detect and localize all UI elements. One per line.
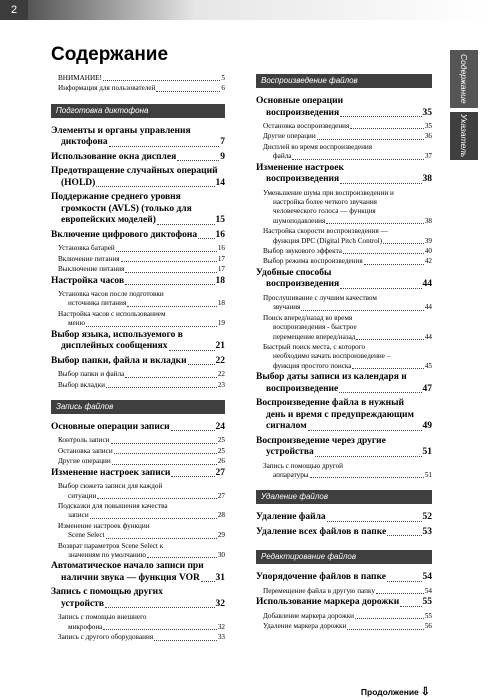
toc-subentry[interactable] [51, 447, 225, 456]
toc-entry[interactable] [256, 398, 432, 433]
toc-entry-label: воспроизведения [266, 174, 340, 185]
toc-entry-label: Выключение питания [58, 265, 125, 274]
toc-entry[interactable] [51, 192, 225, 227]
toc-entry[interactable] [51, 468, 225, 480]
toc-entry-label: сигналом [266, 421, 307, 432]
toc-entry-label: значениям по умолчанию [68, 551, 146, 560]
section-header: Воспроизведение файлов [256, 74, 432, 88]
toc-subentry[interactable] [51, 436, 225, 445]
toc-entry-label: перемещение вперед/назад [273, 332, 356, 341]
tab-index[interactable]: Указатель [450, 112, 478, 160]
toc-subentry[interactable] [51, 84, 225, 93]
toc-page-number: 44 [424, 303, 432, 312]
toc-page-number: 22 [215, 355, 225, 366]
toc-entry[interactable] [51, 230, 225, 242]
dot-leader [376, 593, 424, 594]
toc-page-number: 17 [217, 254, 225, 263]
dot-leader [112, 464, 217, 465]
dot-leader [171, 476, 214, 477]
toc-entry-label: Выбор сюжета записи для каждой [58, 482, 163, 491]
toc-entry-label: Поддержание среднего уровня [51, 192, 181, 203]
toc-entry-label: Настройка скорости воспроизведения — [263, 227, 388, 236]
dot-leader [340, 183, 421, 184]
toc-entry-label: Выбор папки, файла и вкладки [51, 355, 187, 366]
dot-leader [340, 116, 421, 117]
dot-leader [356, 339, 423, 340]
page-title: Содержание [51, 44, 169, 65]
toc-page-number: 38 [424, 216, 432, 225]
toc-subentry[interactable] [51, 310, 225, 329]
toc-page-number: 32 [215, 598, 225, 609]
toc-entry-label: Установка часов после подготовки [58, 290, 164, 299]
section-header: Запись файлов [51, 400, 225, 414]
toc-page-number: 35 [422, 107, 432, 118]
toc-entry[interactable] [256, 268, 432, 291]
toc-page-number: 40 [424, 247, 432, 256]
toc-subentry[interactable] [51, 613, 225, 632]
dot-leader [326, 223, 423, 224]
section-header: Редактирование файлов [256, 550, 432, 564]
toc-page-number: 38 [422, 174, 432, 185]
toc-entry-label: Удаление маркера дорожки [263, 622, 347, 631]
toc-entry-label: Воспроизведение файла в нужный [256, 398, 404, 409]
toc-entry-label: Основные операции записи [51, 421, 170, 432]
toc-page-number: 29 [217, 531, 225, 540]
dot-leader [169, 350, 215, 351]
page-number: 2 [0, 0, 28, 20]
toc-entry[interactable] [256, 527, 432, 539]
toc-page-number: 54 [422, 572, 432, 583]
dot-leader [86, 326, 217, 327]
dot-leader [327, 521, 422, 522]
toc-page-number: 53 [422, 526, 432, 537]
toc-subentry[interactable] [51, 74, 225, 83]
toc-subentry[interactable] [51, 457, 225, 466]
toc-entry[interactable] [51, 166, 225, 189]
toc-entry-label: записи [68, 511, 89, 520]
toc-page-number: 16 [215, 229, 225, 240]
toc-page-number: 25 [217, 446, 225, 455]
toc-page-number: 6 [221, 84, 225, 93]
dot-leader [340, 288, 421, 289]
dot-leader [125, 272, 216, 273]
toc-entry-label: Запись с помощью другой [263, 461, 344, 470]
toc-entry-label: Упорядочение файлов в папке [256, 572, 386, 583]
toc-subentry[interactable] [256, 247, 432, 256]
dot-leader [147, 557, 217, 558]
toc-entry-label: Выбор режима воспроизведения [263, 257, 363, 266]
toc-entry-label: Настройка часов [51, 275, 125, 286]
toc-page-number: 31 [215, 572, 225, 583]
toc-entry-label: ВНИМАНИЕ! [58, 74, 102, 82]
toc-entry-label: Уменьшение шума при воспроизведении и [263, 188, 394, 197]
dot-leader [106, 538, 217, 539]
toc-page-number: 15 [215, 215, 225, 226]
toc-entry-label: Основные операции [256, 96, 344, 106]
toc-entry-label: Изменение настроек записи [51, 467, 171, 478]
toc-page-number: 42 [424, 257, 432, 266]
toc-entry-label: Выбор даты записи из календаря и [256, 372, 407, 383]
toc-entry-label: Удаление всех файлов в папке [256, 526, 387, 537]
toc-entry[interactable] [51, 276, 225, 288]
toc-entry-label: Установка батарей [58, 244, 115, 253]
toc-page-number: 56 [424, 622, 432, 631]
toc-left-column [51, 74, 225, 644]
dot-leader [310, 477, 424, 478]
toc-entry-label: звучания [273, 303, 301, 312]
toc-page-number: 28 [217, 511, 225, 520]
dot-leader [97, 498, 217, 499]
toc-entry-label: настройка более четкого звучания [273, 198, 377, 207]
section-header: Подготовка диктофона [51, 104, 225, 118]
continue-label: Продолжение [360, 686, 419, 697]
toc-entry[interactable] [256, 163, 432, 186]
toc-page-number: 18 [217, 299, 225, 308]
toc-subentry[interactable] [256, 227, 432, 246]
toc-page-number: 26 [217, 457, 225, 466]
toc-subentry[interactable] [51, 482, 225, 501]
toc-entry-label: воспроизведения [266, 107, 340, 118]
toc-page-number: 44 [424, 332, 432, 341]
toc-entry-label: Другие операции [263, 132, 316, 141]
toc-entry-label: функция простого поиска [273, 361, 352, 370]
dot-leader [171, 430, 215, 431]
toc-entry-label: меню [68, 319, 85, 328]
toc-entry-label: Выбор языка, используемого в [51, 329, 183, 340]
toc-subentry[interactable] [51, 290, 225, 309]
toc-entry[interactable] [256, 597, 432, 609]
toc-entry-label: Быстрый поиск места, с которого [263, 342, 366, 351]
toc-page-number: 49 [422, 421, 432, 432]
dot-leader [125, 377, 217, 378]
toc-page-number: 27 [217, 491, 225, 500]
dot-leader [339, 392, 421, 393]
toc-entry-label: Изменение настроек [256, 162, 344, 173]
toc-subentry[interactable] [256, 294, 432, 313]
dot-leader [121, 261, 217, 262]
toc-page-number: 24 [215, 421, 225, 432]
toc-subentry[interactable] [256, 132, 432, 141]
toc-entry-label: Прослушивание с лучшим качеством [263, 293, 377, 302]
toc-page-number: 25 [217, 436, 225, 445]
toc-entry-label: Элементы и органы управления [51, 125, 191, 136]
toc-entry-label: дисплейных сообщениях [61, 341, 168, 352]
dot-leader [387, 581, 422, 582]
continue-link[interactable] [361, 685, 430, 698]
toc-subentry[interactable] [256, 314, 432, 342]
dot-leader [125, 284, 214, 285]
dot-leader [198, 238, 214, 239]
toc-entry-label: человеческого голоса — функция [273, 207, 376, 216]
toc-page-number: 9 [220, 151, 225, 162]
toc-entry[interactable] [256, 572, 432, 584]
toc-page-number: 33 [217, 633, 225, 642]
toc-entry-label: Выбор папки и файла [58, 370, 125, 379]
dot-leader [347, 629, 423, 630]
toc-subentry[interactable] [256, 257, 432, 266]
toc-entry-label: Использование маркера дорожки [256, 597, 400, 608]
toc-entry[interactable] [51, 330, 225, 353]
toc-entry[interactable] [256, 512, 432, 524]
dot-leader [315, 456, 422, 457]
toc-subentry[interactable] [51, 502, 225, 521]
toc-entry[interactable] [51, 356, 225, 368]
dot-leader [96, 186, 214, 187]
toc-subentry[interactable] [51, 633, 225, 642]
toc-page-number: 21 [215, 341, 225, 352]
toc-page-number: 51 [422, 447, 432, 458]
toc-entry-label: устройств [61, 598, 104, 609]
toc-subentry[interactable] [51, 522, 225, 541]
toc-entry[interactable] [51, 587, 225, 610]
toc-page-number: 16 [217, 244, 225, 253]
toc-entry-label: Использование окна дисплея [51, 151, 177, 162]
toc-entry-label: источника питания [68, 299, 127, 308]
toc-entry-label: Запись с помощью других [51, 587, 163, 598]
toc-subentry[interactable] [256, 143, 432, 162]
toc-subentry[interactable] [51, 244, 225, 253]
toc-entry[interactable] [51, 126, 225, 149]
toc-entry[interactable] [256, 96, 432, 119]
toc-page-number: 52 [422, 512, 432, 523]
toc-subentry[interactable] [51, 542, 225, 561]
dot-leader [109, 146, 220, 147]
toc-page-number: 5 [221, 74, 225, 82]
dot-leader [317, 139, 424, 140]
spacer [51, 391, 225, 400]
toc-entry-label: микрофона [68, 622, 103, 631]
toc-entry[interactable] [256, 436, 432, 459]
toc-entry-label: (HOLD) [61, 177, 96, 188]
toc-subentry[interactable] [256, 612, 432, 621]
toc-page-number: 55 [422, 597, 432, 608]
toc-subentry[interactable] [51, 255, 225, 264]
toc-entry-label: Перемещение файла в другую папку [263, 586, 375, 595]
dot-leader [106, 387, 217, 388]
toc-subentry[interactable] [51, 265, 225, 274]
toc-subentry[interactable] [256, 462, 432, 481]
dot-leader [111, 443, 217, 444]
dot-leader [308, 430, 422, 431]
toc-entry-label: наличии звука — функция VOR [61, 572, 200, 583]
toc-subentry[interactable] [51, 381, 225, 390]
toc-entry-label: Подсказки для повышения качества [58, 502, 168, 510]
dot-leader [364, 264, 424, 265]
toc-entry-label: Изменение настроек функции [58, 521, 150, 530]
dot-leader [114, 453, 217, 454]
toc-entry-label: Информация для пользователей [58, 84, 156, 93]
toc-page-number: 39 [424, 236, 432, 245]
dot-leader [156, 91, 220, 92]
dot-leader [343, 253, 424, 254]
toc-entry[interactable] [256, 372, 432, 395]
toc-page-number: 17 [217, 265, 225, 274]
toc-entry-label: файла [273, 152, 292, 161]
toc-entry-label: воспроизведения - быстрое [273, 323, 357, 332]
toc-entry-label: Поиск вперед/назад во время [263, 313, 353, 322]
toc-page-number: 47 [422, 383, 432, 394]
toc-entry-label: Включение цифрового диктофона [51, 229, 198, 240]
dot-leader [400, 606, 421, 607]
tab-contents[interactable]: Содержание [450, 50, 478, 108]
toc-entry[interactable] [51, 152, 225, 164]
dot-leader [350, 128, 423, 129]
toc-entry-label: Выбор звукового эффекта [263, 247, 342, 256]
toc-page-number: 36 [424, 132, 432, 141]
toc-entry-label: диктофона [61, 137, 108, 148]
toc-page-number: 30 [217, 551, 225, 560]
toc-entry-label: Дисплей во время воспроизведения [263, 142, 373, 151]
top-bar [0, 0, 488, 20]
dot-leader [352, 368, 423, 369]
toc-page-number: 22 [217, 370, 225, 379]
toc-page-number: 54 [424, 586, 432, 595]
section-header: Удаление файлов [256, 490, 432, 504]
dot-leader [116, 251, 217, 252]
toc-entry-label: Другие операции [58, 457, 111, 466]
toc-entry-label: ситуации [68, 491, 97, 500]
toc-page-number: 51 [424, 471, 432, 480]
toc-entry-label: европейских моделей) [61, 215, 156, 226]
toc-page-number: 27 [215, 467, 225, 478]
dot-leader [103, 629, 216, 630]
toc-entry-label: необходимо начать воспроизведение – [273, 352, 391, 361]
toc-subentry[interactable] [256, 343, 432, 371]
dot-leader [355, 618, 424, 619]
toc-page-number: 37 [424, 152, 432, 161]
dot-leader [103, 80, 220, 81]
dot-leader [177, 160, 219, 161]
toc-entry-label: Запись с помощью внешнего [58, 613, 147, 622]
toc-entry-label: воспроизведение [266, 383, 339, 394]
toc-entry[interactable] [51, 561, 225, 584]
toc-page-number: 18 [215, 275, 225, 286]
toc-subentry[interactable] [256, 189, 432, 227]
dot-leader [157, 224, 215, 225]
toc-subentry[interactable] [256, 587, 432, 596]
dot-leader [301, 310, 423, 311]
spacer [256, 481, 432, 490]
toc-entry-label: день и время с предупреждающим [266, 409, 414, 420]
toc-entry[interactable] [51, 422, 225, 434]
dot-leader [105, 607, 215, 608]
toc-page-number: 7 [220, 137, 225, 148]
toc-entry-label: Остановка воспроизведения [263, 122, 350, 130]
toc-entry-label: Остановка записи [58, 446, 113, 455]
dot-leader [201, 581, 215, 582]
toc-page-number: 35 [424, 122, 432, 130]
toc-page-number: 14 [215, 177, 225, 188]
toc-subentry[interactable] [51, 370, 225, 379]
toc-right-column [256, 74, 432, 633]
toc-entry-label: Автоматическое начало записи при [51, 561, 204, 572]
toc-page-number: 23 [217, 380, 225, 389]
toc-entry-label: устройства [266, 447, 314, 458]
toc-subentry[interactable] [256, 122, 432, 131]
toc-page-number: 19 [217, 319, 225, 328]
toc-page-number: 44 [422, 279, 432, 290]
dot-leader [292, 159, 423, 160]
spacer [51, 95, 225, 104]
toc-entry-label: Удаление файла [256, 512, 326, 523]
toc-entry-label: Включение питания [58, 254, 120, 263]
toc-page-number: 55 [424, 611, 432, 620]
dot-leader [188, 364, 215, 365]
toc-entry-label: Scene Select [68, 531, 105, 540]
toc-entry-label: Контроль записи [58, 436, 110, 445]
toc-entry-label: Предотвращение случайных операций [51, 166, 218, 177]
dot-leader [90, 518, 217, 519]
dot-leader [127, 306, 217, 307]
dot-leader [383, 243, 424, 244]
spacer [256, 541, 432, 550]
toc-entry-label: воспроизведения [266, 279, 340, 290]
toc-subentry[interactable] [256, 622, 432, 631]
dot-leader [154, 640, 217, 641]
toc-entry-label: Воспроизведение через другие [256, 435, 386, 446]
toc-entry-label: функция DPC (Digital Pitch Control) [273, 236, 383, 245]
toc-entry-label: Удобные способы [256, 267, 332, 278]
toc-page-number: 45 [424, 361, 432, 370]
toc-entry-label: шумоподавления [273, 216, 326, 225]
toc-page-number: 32 [217, 622, 225, 631]
arrow-down-icon: ⇩ [420, 686, 430, 698]
toc-entry-label: громкости (AVLS) (только для [61, 203, 192, 214]
toc-entry-label: Добавление маркера дорожки [263, 611, 355, 620]
toc-entry-label: Настройка часов с использованием [58, 309, 166, 318]
toc-entry-label: аппаратуры [273, 471, 309, 480]
dot-leader [387, 535, 421, 536]
toc-entry-label: Запись с другого оборудования [58, 633, 154, 642]
toc-entry-label: Возврат параметров Scene Select к [58, 541, 164, 550]
toc-entry-label: Выбор вкладки [58, 380, 105, 389]
